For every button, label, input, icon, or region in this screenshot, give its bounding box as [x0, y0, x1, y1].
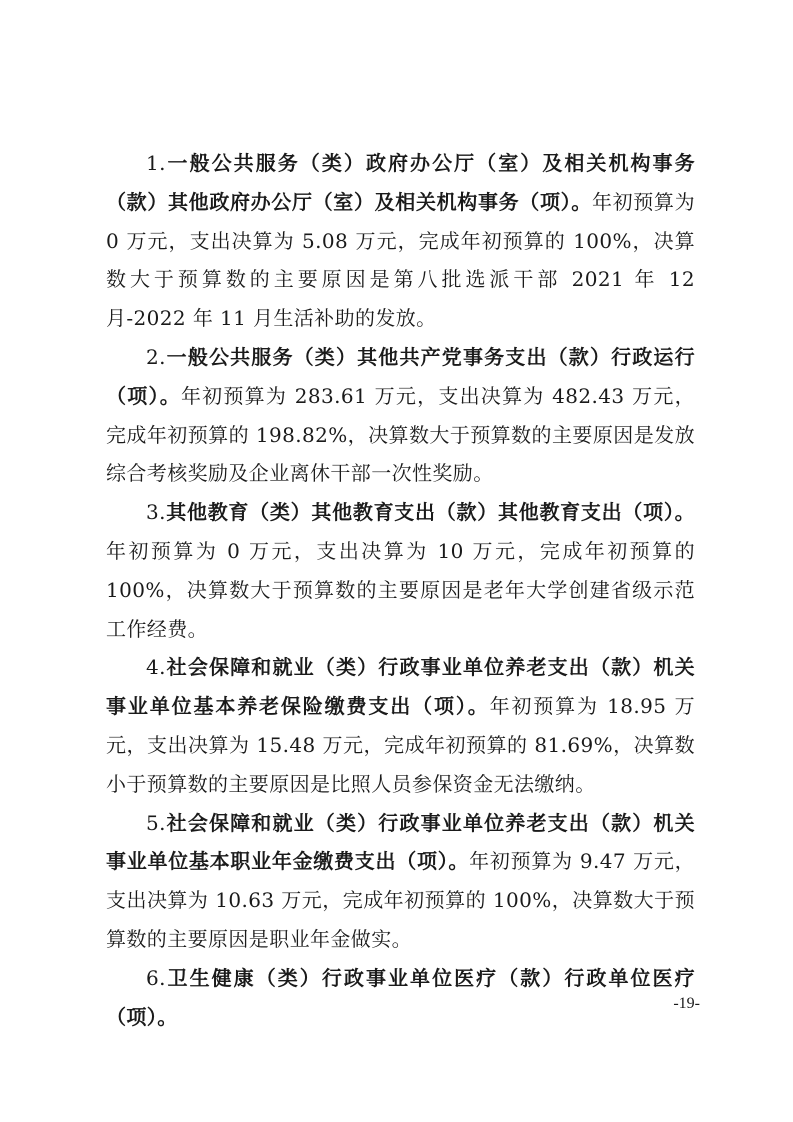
paragraph-heading: 一般公共服务（类）政府办公厅（室）及相关机构事务（款）其他政府办公厅（室）及相关机构事务（项）。	[106, 151, 695, 214]
document-body	[106, 144, 695, 1036]
paragraph-3	[106, 493, 695, 648]
paragraph-text: 年初预算为 9.47 万元，支出决算为 10.63 万元，完成年初预算的 100%，决算数大于预算数的主要原因是职业年金做实。	[106, 849, 695, 951]
paragraph-2	[106, 338, 695, 493]
paragraph-number: 1.	[146, 151, 166, 175]
paragraph-text: 年初预算为 0 万元，支出决算为 5.08 万元，完成年初预算的 100%，决算数大于预算数的主要原因是第八批选派干部 2021 年 12 月-2022 年 11 月生活补助的发放。	[106, 189, 695, 331]
paragraph-number: 2.	[146, 344, 166, 369]
paragraph-heading: 卫生健康（类）行政事业单位医疗（款）行政单位医疗（项）。	[106, 965, 695, 1029]
paragraph-text: 年初预算为 283.61 万元，支出决算为 482.43 万元，完成年初预算的 198.82%，决算数大于预算数的主要原因是发放综合考核奖励及企业离休干部一次性奖励。	[106, 383, 695, 486]
page-number: -19-	[673, 995, 700, 1012]
paragraph-6	[106, 959, 695, 1037]
paragraph-heading: 社会保障和就业（类）行政事业单位养老支出（款）机关事业单位基本职业年金缴费支出（项）。	[106, 810, 695, 874]
paragraph-number: 3.	[146, 500, 166, 525]
paragraph-4	[106, 648, 695, 803]
paragraph-5	[106, 804, 695, 959]
paragraph-number: 4.	[146, 655, 166, 680]
paragraph-number: 5.	[146, 810, 166, 835]
paragraph-heading: 一般公共服务（类）其他共产党事务支出（款）行政运行（项）。	[106, 344, 695, 408]
paragraph-text: 年初预算为 0 万元，支出决算为 10 万元，完成年初预算的 100%，决算数大于预算数的主要原因是老年大学创建省级示范工作经费。	[106, 538, 695, 641]
paragraph-1	[106, 144, 695, 338]
paragraph-number: 6.	[146, 965, 166, 990]
paragraph-heading: 社会保障和就业（类）行政事业单位养老支出（款）机关事业单位基本养老保险缴费支出（项）。	[106, 655, 695, 719]
paragraph-heading: 其他教育（类）其他教育支出（款）其他教育支出（项）。	[165, 500, 695, 525]
paragraph-text: 年初预算为 18.95 万元，支出决算为 15.48 万元，完成年初预算的 81.69%，决算数小于预算数的主要原因是比照人员参保资金无法缴纳。	[106, 694, 696, 796]
